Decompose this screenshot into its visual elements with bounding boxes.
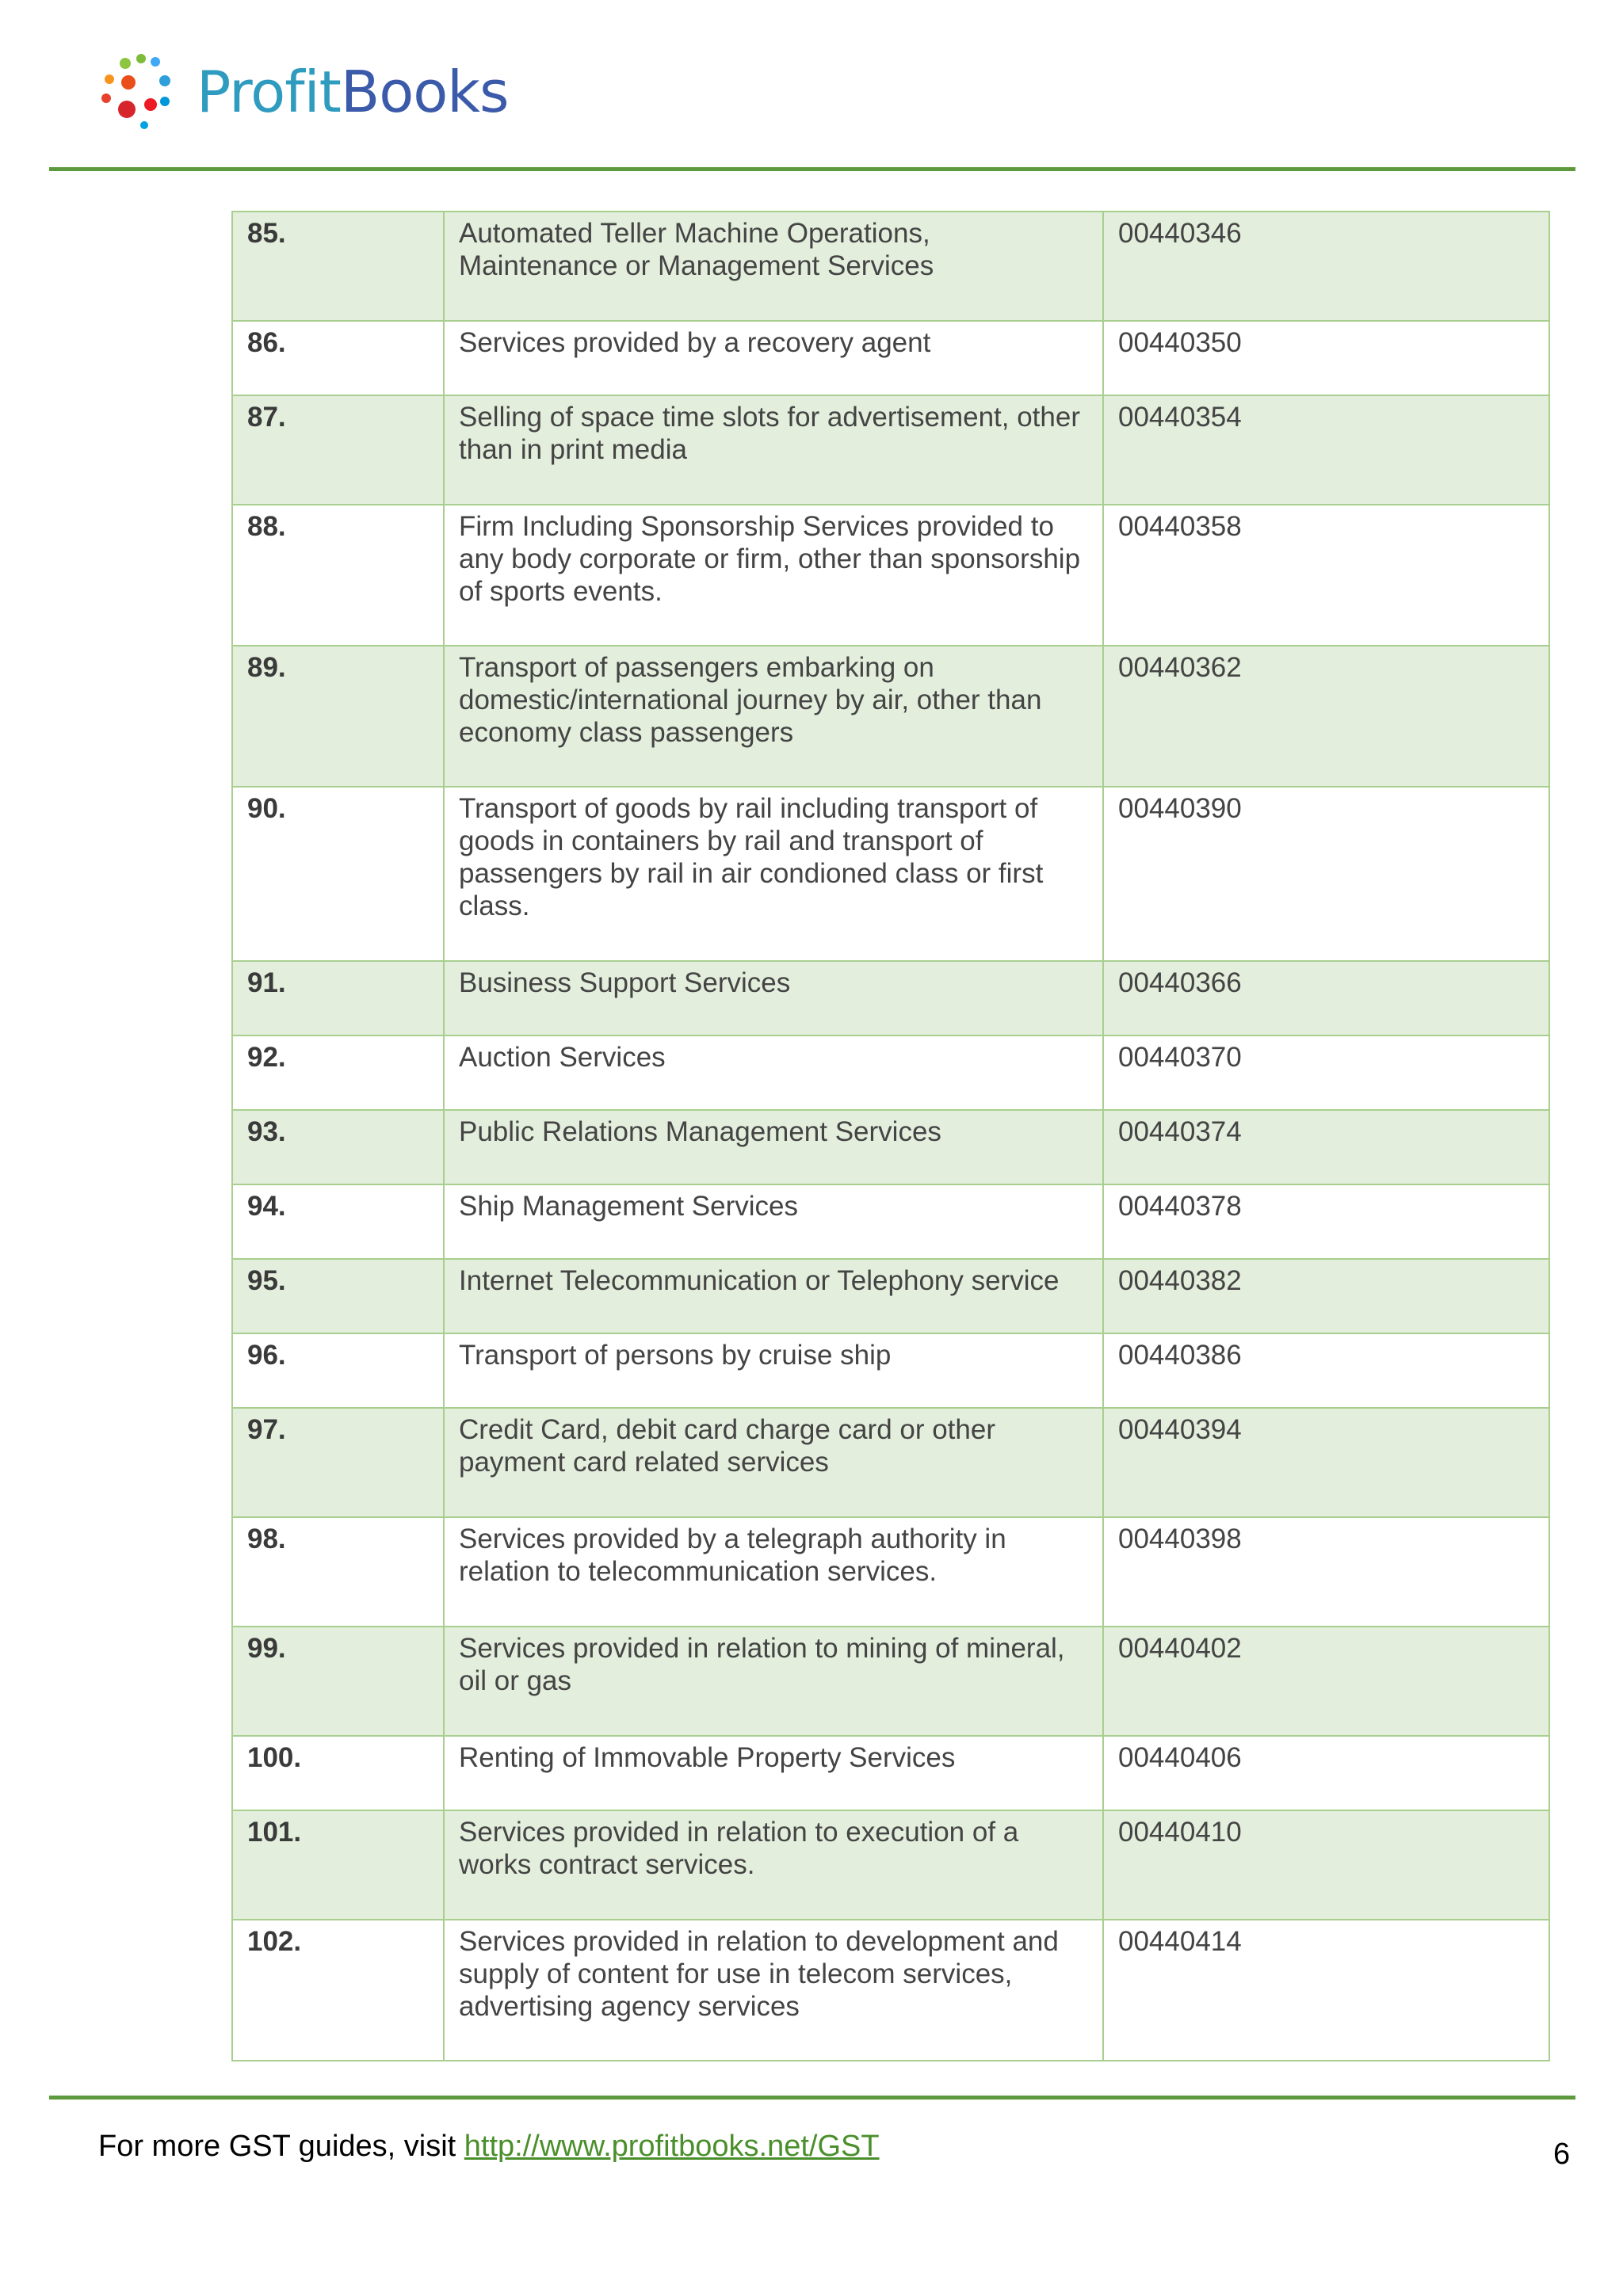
row-number: 94. bbox=[232, 1184, 444, 1259]
row-number: 98. bbox=[232, 1517, 444, 1627]
accounting-code: 00440402 bbox=[1103, 1627, 1549, 1736]
row-number: 95. bbox=[232, 1259, 444, 1333]
row-number: 88. bbox=[232, 505, 444, 646]
service-description: Business Support Services bbox=[444, 961, 1103, 1035]
table-row bbox=[232, 1517, 1549, 1627]
table-row bbox=[232, 787, 1549, 961]
row-number: 101. bbox=[232, 1810, 444, 1920]
row-number: 89. bbox=[232, 646, 444, 787]
accounting-code: 00440346 bbox=[1103, 212, 1549, 321]
service-description: Selling of space time slots for advertisement, other than in print media bbox=[444, 395, 1103, 505]
table-row bbox=[232, 1810, 1549, 1920]
footer-note bbox=[98, 2130, 880, 2164]
table-row bbox=[232, 1035, 1549, 1110]
accounting-code: 00440382 bbox=[1103, 1259, 1549, 1333]
service-description: Public Relations Management Services bbox=[444, 1110, 1103, 1184]
accounting-code: 00440350 bbox=[1103, 321, 1549, 395]
service-description: Ship Management Services bbox=[444, 1184, 1103, 1259]
row-number: 93. bbox=[232, 1110, 444, 1184]
service-description: Services provided in relation to development and supply of content for use in telecom services, advertising agency services bbox=[444, 1920, 1103, 2061]
row-number: 97. bbox=[232, 1408, 444, 1517]
page-header bbox=[0, 0, 1623, 170]
logo-text-profit: Profit bbox=[197, 59, 341, 125]
service-description: Services provided in relation to mining of mineral, oil or gas bbox=[444, 1627, 1103, 1736]
row-number: 100. bbox=[232, 1736, 444, 1810]
logo-dots-icon bbox=[95, 49, 190, 136]
service-description: Services provided by a telegraph authority in relation to telecommunication services. bbox=[444, 1517, 1103, 1627]
row-number: 90. bbox=[232, 787, 444, 961]
table-row bbox=[232, 646, 1549, 787]
accounting-code: 00440370 bbox=[1103, 1035, 1549, 1110]
gst-guides-link[interactable]: http://www.profitbooks.net/GST bbox=[464, 2130, 880, 2163]
accounting-code: 00440414 bbox=[1103, 1920, 1549, 2061]
accounting-code: 00440390 bbox=[1103, 787, 1549, 961]
service-description: Firm Including Sponsorship Services provided to any body corporate or firm, other than sponsorship of sports events. bbox=[444, 505, 1103, 646]
row-number: 86. bbox=[232, 321, 444, 395]
accounting-code: 00440406 bbox=[1103, 1736, 1549, 1810]
service-description: Automated Teller Machine Operations, Maintenance or Management Services bbox=[444, 212, 1103, 321]
row-number: 91. bbox=[232, 961, 444, 1035]
table-row bbox=[232, 1627, 1549, 1736]
row-number: 85. bbox=[232, 212, 444, 321]
page-number: 6 bbox=[1553, 2138, 1571, 2171]
accounting-code: 00440374 bbox=[1103, 1110, 1549, 1184]
table-row bbox=[232, 1408, 1549, 1517]
service-description: Services provided by a recovery agent bbox=[444, 321, 1103, 395]
table-row bbox=[232, 1110, 1549, 1184]
table-row bbox=[232, 321, 1549, 395]
accounting-code: 00440386 bbox=[1103, 1333, 1549, 1408]
service-description: Transport of passengers embarking on domestic/international journey by air, other than economy class passengers bbox=[444, 646, 1103, 787]
service-description: Credit Card, debit card charge card or other payment card related services bbox=[444, 1408, 1103, 1517]
service-description: Transport of goods by rail including transport of goods in containers by rail and transport of passengers by rail in air condioned class or first class. bbox=[444, 787, 1103, 961]
row-number: 102. bbox=[232, 1920, 444, 2061]
table-row bbox=[232, 1184, 1549, 1259]
accounting-code: 00440362 bbox=[1103, 646, 1549, 787]
accounting-code: 00440358 bbox=[1103, 505, 1549, 646]
service-description: Internet Telecommunication or Telephony service bbox=[444, 1259, 1103, 1333]
table-row bbox=[232, 1920, 1549, 2061]
row-number: 99. bbox=[232, 1627, 444, 1736]
table-body bbox=[232, 212, 1549, 2061]
table-row bbox=[232, 1259, 1549, 1333]
accounting-code: 00440354 bbox=[1103, 395, 1549, 505]
service-description: Transport of persons by cruise ship bbox=[444, 1333, 1103, 1408]
accounting-code: 00440410 bbox=[1103, 1810, 1549, 1920]
table-row bbox=[232, 1333, 1549, 1408]
logo-wordmark bbox=[197, 59, 509, 125]
table-row bbox=[232, 505, 1549, 646]
header-divider bbox=[49, 167, 1575, 171]
table-row bbox=[232, 1736, 1549, 1810]
footer-text: For more GST guides, visit bbox=[98, 2130, 464, 2163]
service-codes-table bbox=[231, 211, 1550, 2061]
profitbooks-logo[interactable] bbox=[95, 49, 509, 136]
row-number: 87. bbox=[232, 395, 444, 505]
accounting-code: 00440366 bbox=[1103, 961, 1549, 1035]
row-number: 92. bbox=[232, 1035, 444, 1110]
logo-text-books: Books bbox=[340, 59, 509, 125]
table-row bbox=[232, 961, 1549, 1035]
service-description: Auction Services bbox=[444, 1035, 1103, 1110]
row-number: 96. bbox=[232, 1333, 444, 1408]
service-description: Services provided in relation to execution of a works contract services. bbox=[444, 1810, 1103, 1920]
table-row bbox=[232, 395, 1549, 505]
service-description: Renting of Immovable Property Services bbox=[444, 1736, 1103, 1810]
table-row bbox=[232, 212, 1549, 321]
accounting-code: 00440398 bbox=[1103, 1517, 1549, 1627]
footer-divider bbox=[49, 2096, 1575, 2100]
accounting-code: 00440394 bbox=[1103, 1408, 1549, 1517]
accounting-code: 00440378 bbox=[1103, 1184, 1549, 1259]
